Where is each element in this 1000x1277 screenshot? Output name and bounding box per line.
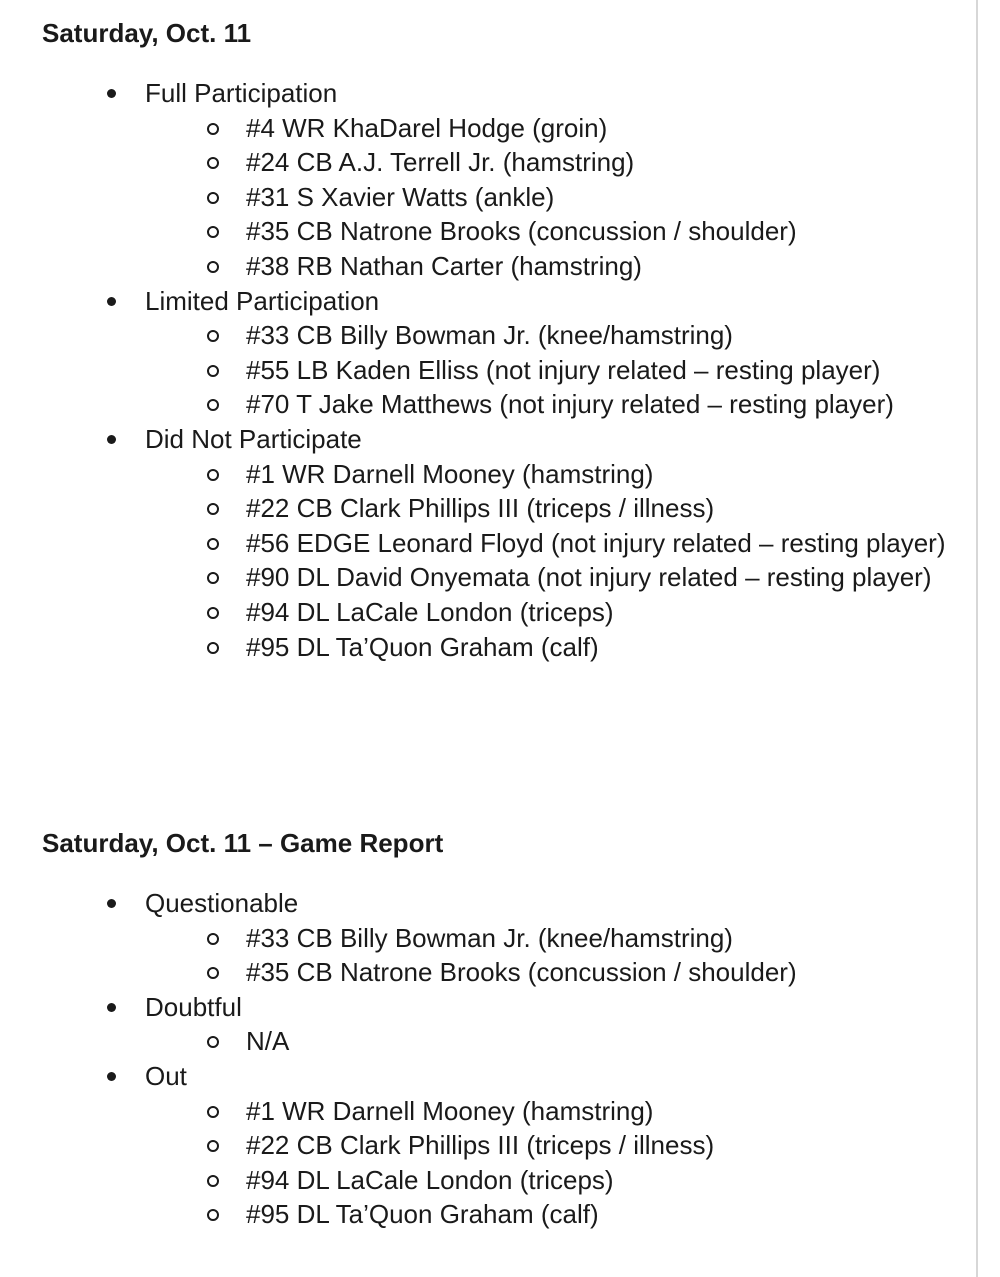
sub-bullet-ring bbox=[207, 1140, 219, 1152]
list-item: N/A bbox=[145, 1024, 946, 1059]
player-list bbox=[145, 1094, 975, 1232]
list-item: #95 DL Ta’Quon Graham (calf) bbox=[145, 1197, 946, 1232]
group-label: Out bbox=[145, 1060, 187, 1091]
group-doubtful bbox=[0, 990, 975, 1059]
group-questionable bbox=[0, 886, 975, 990]
sub-bullet-ring bbox=[207, 192, 219, 204]
bullet-dot bbox=[107, 1003, 116, 1012]
practice-report-heading: Saturday, Oct. 11 bbox=[42, 18, 252, 48]
group-label: Full Participation bbox=[145, 78, 338, 108]
list-item: #24 CB A.J. Terrell Jr. (hamstring) bbox=[145, 145, 946, 180]
list-item: #31 S Xavier Watts (ankle) bbox=[145, 180, 946, 215]
sub-bullet-ring bbox=[207, 642, 219, 654]
sub-bullet-ring bbox=[207, 967, 219, 979]
group-out bbox=[0, 1059, 975, 1232]
list-item: #35 CB Natrone Brooks (concussion / shoulder) bbox=[145, 214, 946, 249]
sub-bullet-ring bbox=[207, 503, 219, 515]
list-item: #22 CB Clark Phillips III (triceps / illness) bbox=[145, 1128, 946, 1163]
player-list bbox=[145, 111, 975, 284]
list-item: #33 CB Billy Bowman Jr. (knee/hamstring) bbox=[145, 921, 946, 956]
sub-bullet-ring bbox=[207, 365, 219, 377]
bullet-dot bbox=[107, 297, 116, 306]
list-item: #22 CB Clark Phillips III (triceps / illness) bbox=[145, 491, 946, 526]
list-item: #95 DL Ta’Quon Graham (calf) bbox=[145, 630, 946, 665]
sub-bullet-ring bbox=[207, 1175, 219, 1187]
sub-bullet-ring bbox=[207, 330, 219, 342]
list-item: #1 WR Darnell Mooney (hamstring) bbox=[145, 457, 946, 492]
list-item: #38 RB Nathan Carter (hamstring) bbox=[145, 249, 946, 284]
sub-bullet-ring bbox=[207, 399, 219, 411]
page-edge-divider bbox=[976, 0, 978, 1277]
practice-participation-list bbox=[0, 76, 975, 664]
list-item: #94 DL LaCale London (triceps) bbox=[145, 595, 946, 630]
group-limited-participation bbox=[0, 284, 975, 422]
sub-bullet-ring bbox=[207, 469, 219, 481]
list-item: #1 WR Darnell Mooney (hamstring) bbox=[145, 1094, 946, 1129]
sub-bullet-ring bbox=[207, 123, 219, 135]
list-item: #35 CB Natrone Brooks (concussion / shoulder) bbox=[145, 955, 946, 990]
sub-bullet-ring bbox=[207, 1106, 219, 1118]
sub-bullet-ring bbox=[207, 933, 219, 945]
list-item: #55 LB Kaden Elliss (not injury related – resting player) bbox=[145, 353, 946, 388]
bullet-dot bbox=[107, 899, 116, 908]
list-item: #70 T Jake Matthews (not injury related – resting player) bbox=[145, 387, 946, 422]
player-list bbox=[145, 457, 975, 665]
sub-bullet-ring bbox=[207, 157, 219, 169]
player-list bbox=[145, 921, 975, 990]
bullet-dot bbox=[107, 435, 116, 444]
sub-bullet-ring bbox=[207, 226, 219, 238]
game-report-heading: Saturday, Oct. 11 – Game Report bbox=[42, 828, 444, 858]
bullet-dot bbox=[107, 1072, 116, 1081]
player-list bbox=[145, 1024, 975, 1059]
group-label: Did Not Participate bbox=[145, 423, 362, 454]
sub-bullet-ring bbox=[207, 1209, 219, 1221]
sub-bullet-ring bbox=[207, 607, 219, 619]
group-full-participation bbox=[0, 76, 975, 284]
list-item: #90 DL David Onyemata (not injury related – resting player) bbox=[145, 560, 946, 595]
sub-bullet-ring bbox=[207, 1036, 219, 1048]
sub-bullet-ring bbox=[207, 261, 219, 273]
list-item: #4 WR KhaDarel Hodge (groin) bbox=[145, 111, 946, 146]
sub-bullet-ring bbox=[207, 538, 219, 550]
group-label: Doubtful bbox=[145, 991, 242, 1022]
player-list bbox=[145, 318, 975, 422]
group-did-not-participate bbox=[0, 422, 975, 664]
list-item: #33 CB Billy Bowman Jr. (knee/hamstring) bbox=[145, 318, 946, 353]
list-item: #94 DL LaCale London (triceps) bbox=[145, 1163, 946, 1198]
group-label: Limited Participation bbox=[145, 285, 380, 316]
bullet-dot bbox=[107, 89, 116, 98]
game-status-list bbox=[0, 886, 975, 1232]
sub-bullet-ring bbox=[207, 572, 219, 584]
group-label: Questionable bbox=[145, 888, 299, 918]
list-item: #56 EDGE Leonard Floyd (not injury related – resting player) bbox=[145, 526, 946, 561]
